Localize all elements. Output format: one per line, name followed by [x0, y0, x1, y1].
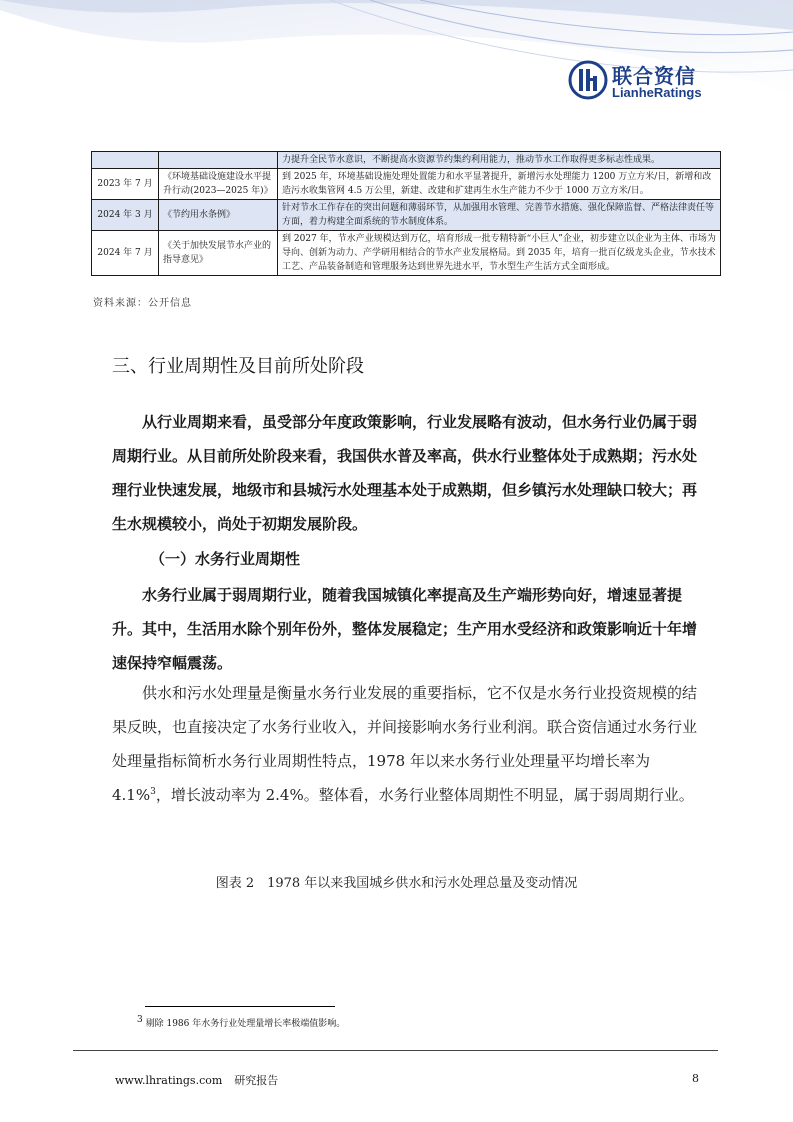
table-cell-policy	[159, 152, 278, 169]
table-cell-content: 力提升全民节水意识，不断提高水资源节约集约利用能力，推动节水工作取得更多标志性成果。	[278, 152, 721, 169]
table-row	[92, 169, 721, 200]
figure-caption: 图表 2 1978 年以来我国城乡供水和污水处理总量及变动情况	[215, 876, 578, 891]
table-cell-content: 到 2027 年，节水产业规模达到万亿，培育形成一批专精特新“小巨人”企业，初步建立以企业为主体、市场为导向、创新为动力、产学研用相结合的节水产业发展格局。到 2035 年，培育一批百亿级龙头企业，节水技术工艺、产品装备制造和管理服务达到世界先进水平，节水型生产生活方式全面形成。	[278, 231, 721, 276]
page-number: 8	[692, 1072, 699, 1085]
brand-name-cn: 联合资信	[612, 64, 696, 88]
subsection-title: （一）水务行业周期性	[150, 550, 301, 568]
table-row	[92, 152, 721, 169]
table-cell-date	[92, 152, 159, 169]
table-cell-date: 2024 年 3 月	[92, 200, 159, 231]
footer-left	[115, 1072, 278, 1088]
table-cell-policy: 《节约用水条例》	[159, 200, 278, 231]
table-cell-policy: 《关于加快发展节水产业的指导意见》	[159, 231, 278, 276]
footnote-mark: 3	[137, 1015, 143, 1025]
table-cell-content: 针对节水工作存在的突出问题和薄弱环节，从加强用水管理、完善节水措施、强化保障监督、严格法律责任等方面，着力构建全面系统的节水制度体系。	[278, 200, 721, 231]
section-intro: 从行业周期来看，虽受部分年度政策影响，行业发展略有波动，但水务行业仍属于弱周期行业。从目前所处阶段来看，我国供水普及率高，供水行业整体处于成熟期；污水处理行业快速发展，地级市和县城污水处理基本处于成熟期，但乡镇污水处理缺口较大；再生水规模较小，尚处于初期发展阶段。	[112, 413, 698, 533]
brand-name-en: LianheRatings	[612, 85, 702, 100]
table-row	[92, 200, 721, 231]
table-cell-content: 到 2025 年，环境基础设施处理处置能力和水平显著提升，新增污水处理能力 1200 万立方米/日，新增和改造污水收集管网 4.5 万公里，新建、改建和扩建再生水生产能力不少于 1000 万立方米/日。	[278, 169, 721, 200]
table-cell-date: 2024 年 7 月	[92, 231, 159, 276]
footnote-divider	[145, 1006, 335, 1007]
footer-website-link[interactable]: www.lhratings.com	[115, 1074, 223, 1087]
table-cell-date: 2023 年 7 月	[92, 169, 159, 200]
table-cell-policy: 《环境基础设施建设水平提升行动(2023—2025 年)》	[159, 169, 278, 200]
lianhe-logo[interactable]	[568, 60, 718, 104]
table-source-note: 资料来源：公开信息	[93, 298, 192, 309]
table-row	[92, 231, 721, 276]
policy-table	[91, 151, 721, 276]
subsection-body	[112, 676, 702, 812]
subsection-summary: 水务行业属于弱周期行业，随着我国城镇化率提高及生产端形势向好，增速显著提升。其中，生活用水除个别年份外，整体发展稳定；生产用水受经济和政策影响近十年增速保持窄幅震荡。	[112, 586, 698, 672]
body-text-part2: ，增长波动率为 2.4%。整体看，水务行业整体周期性不明显，属于弱周期行业。	[155, 786, 694, 804]
footnote-ref[interactable]: 3	[150, 787, 156, 797]
body-text-part1: 供水和污水处理量是衡量水务行业发展的重要指标，它不仅是水务行业投资规模的结果反映，也直接决定了水务行业收入，并间接影响水务行业利润。联合资信通过水务行业处理量指标简析水务行业周期性特点，1978 年以来水务行业处理量平均增长率为 4.1%	[112, 684, 698, 804]
lianhe-logo-icon	[568, 60, 608, 100]
footer-divider	[73, 1050, 718, 1051]
section-title: 三、行业周期性及目前所处阶段	[112, 356, 364, 377]
footnote-text: 剔除 1986 年水务行业处理量增长率极端值影响。	[145, 1019, 346, 1029]
footnote	[137, 1016, 345, 1029]
footer-report-type: 研究报告	[234, 1074, 279, 1087]
